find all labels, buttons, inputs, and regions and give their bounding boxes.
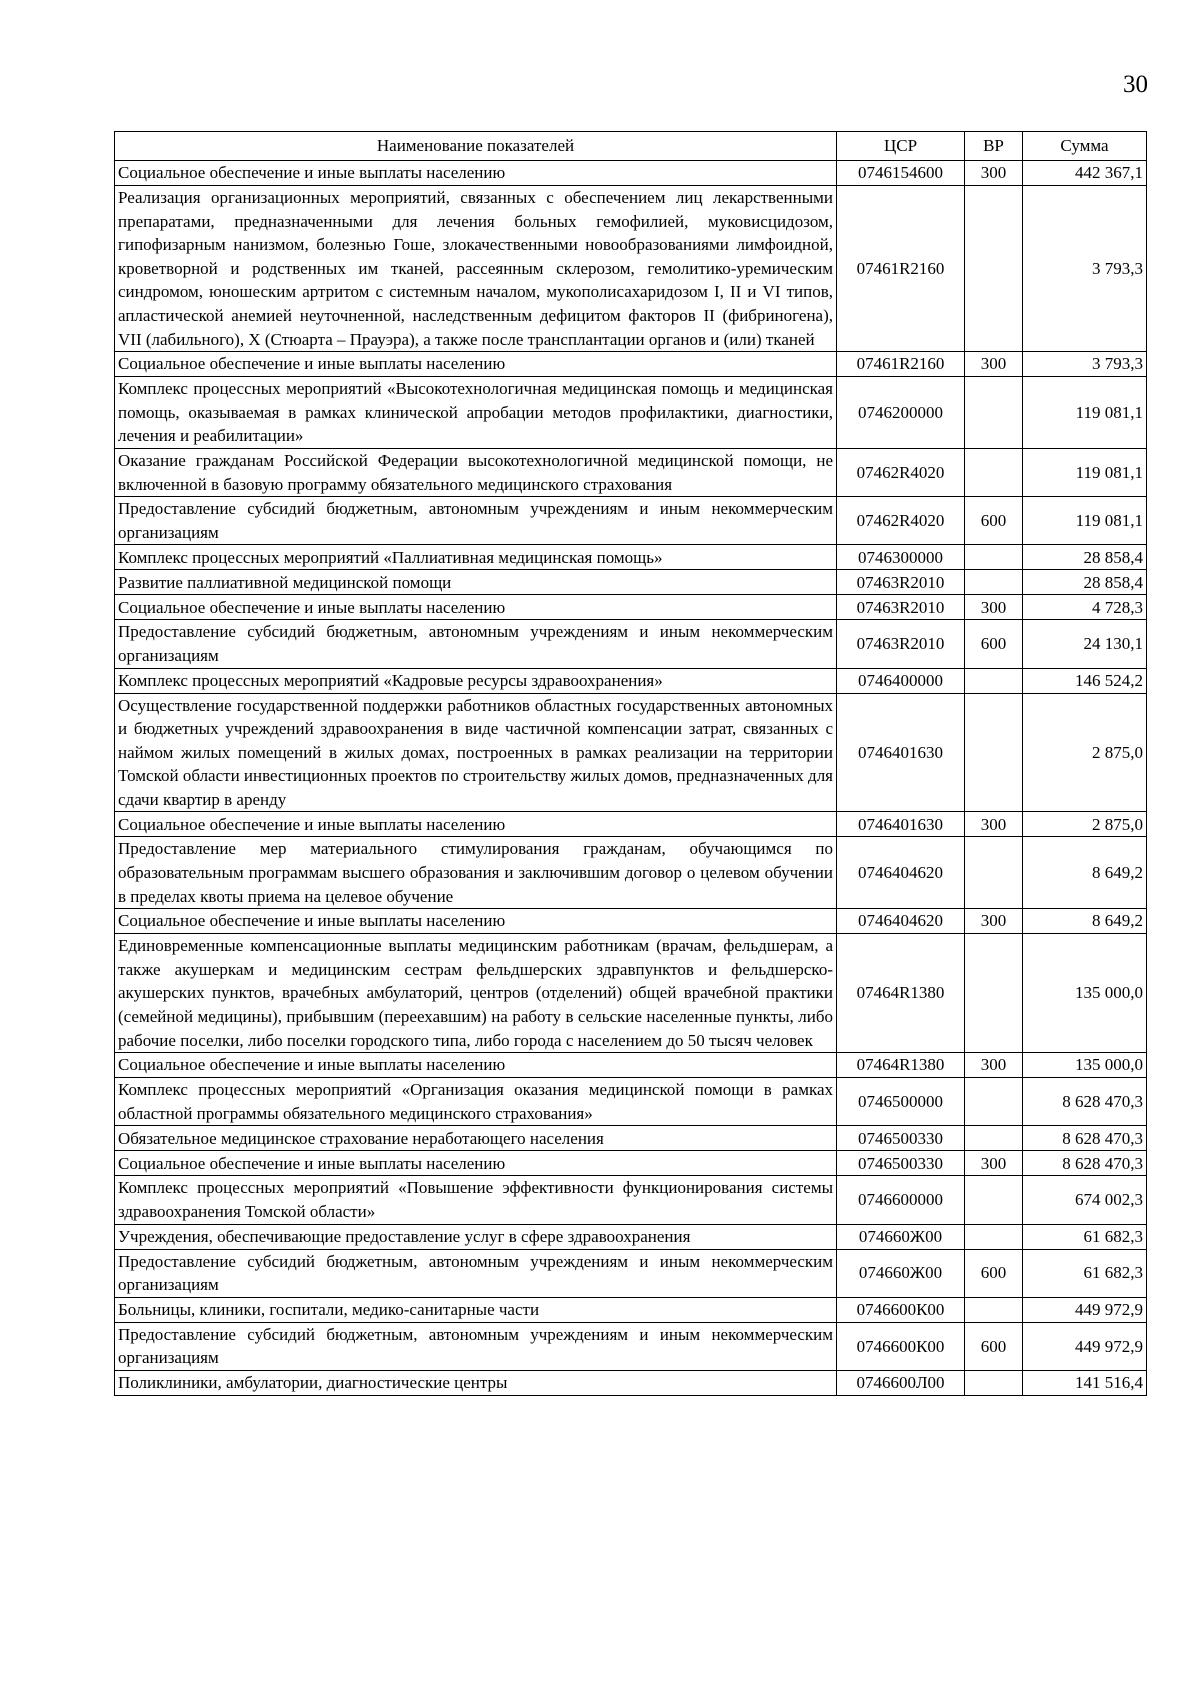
row-name-cell: Предоставление субсидий бюджетным, автономным учреждениям и иным некоммерческим организациям [115, 1249, 837, 1297]
table-row [115, 1224, 1147, 1249]
row-sum-cell: 135 000,0 [1023, 934, 1147, 1053]
row-vr-cell [965, 570, 1023, 595]
row-sum-cell: 146 524,2 [1023, 668, 1147, 693]
row-sum-cell: 61 682,3 [1023, 1249, 1147, 1297]
row-sum-cell: 3 793,3 [1023, 352, 1147, 377]
table-row [115, 1126, 1147, 1151]
row-name-cell: Реализация организационных мероприятий, связанных с обеспечением лиц лекарственными препаратами, предназначенными для лечения больных гемофилией, муковисцидозом, гипофизарным нанизмом, болезнью Гоше, злокачественными новообразованиями лимфоидной, кроветворной и родственных им тканей, рассеянным склерозом, гемолитико-уремическим синдромом, юношеским артритом с системным началом, мукополисахаридозом I, II и VI типов, апластической анемией неуточненной, наследственным дефицитом факторов II (фибриногена), VII (лабильного), X (Стюарта – Прауэра), а также после трансплантации органов и (или) тканей [115, 186, 837, 352]
table-row [115, 545, 1147, 570]
row-sum-cell: 24 130,1 [1023, 620, 1147, 668]
row-name-cell: Комплекс процессных мероприятий «Кадровые ресурсы здравоохранения» [115, 668, 837, 693]
table-header-row [115, 132, 1147, 161]
row-vr-cell: 300 [965, 352, 1023, 377]
row-vr-cell [965, 545, 1023, 570]
row-csr-cell: 07462R4020 [837, 497, 965, 545]
row-sum-cell: 449 972,9 [1023, 1322, 1147, 1370]
table-row [115, 909, 1147, 934]
row-vr-cell: 300 [965, 812, 1023, 837]
row-csr-cell: 0746300000 [837, 545, 965, 570]
row-name-cell: Предоставление субсидий бюджетным, автономным учреждениям и иным некоммерческим организациям [115, 620, 837, 668]
row-csr-cell: 0746600Л00 [837, 1370, 965, 1395]
row-name-cell: Предоставление субсидий бюджетным, автономным учреждениям и иным некоммерческим организациям [115, 497, 837, 545]
row-sum-cell: 442 367,1 [1023, 161, 1147, 186]
row-vr-cell: 300 [965, 161, 1023, 186]
row-csr-cell: 0746500000 [837, 1078, 965, 1126]
row-csr-cell: 07461R2160 [837, 186, 965, 352]
table-row [115, 352, 1147, 377]
row-csr-cell: 07463R2010 [837, 620, 965, 668]
row-sum-cell: 119 081,1 [1023, 448, 1147, 496]
row-vr-cell: 600 [965, 497, 1023, 545]
row-vr-cell [965, 668, 1023, 693]
header-name: Наименование показателей [115, 132, 837, 161]
row-vr-cell [965, 448, 1023, 496]
row-name-cell: Поликлиники, амбулатории, диагностические центры [115, 1370, 837, 1395]
row-csr-cell: 0746500330 [837, 1126, 965, 1151]
row-sum-cell: 449 972,9 [1023, 1297, 1147, 1322]
row-csr-cell: 07461R2160 [837, 352, 965, 377]
row-sum-cell: 2 875,0 [1023, 812, 1147, 837]
row-name-cell: Комплекс процессных мероприятий «Высокотехнологичная медицинская помощь и медицинская помощь, оказываемая в рамках клинической апробации методов профилактики, диагностики, лечения и реабилитации» [115, 377, 837, 449]
table-row [115, 497, 1147, 545]
row-name-cell: Социальное обеспечение и иные выплаты населению [115, 1151, 837, 1176]
row-csr-cell: 0746200000 [837, 377, 965, 449]
table-row [115, 1322, 1147, 1370]
row-vr-cell: 600 [965, 620, 1023, 668]
row-csr-cell: 0746404620 [837, 909, 965, 934]
row-vr-cell: 600 [965, 1322, 1023, 1370]
table-row [115, 1249, 1147, 1297]
table-row [115, 186, 1147, 352]
row-name-cell: Больницы, клиники, госпитали, медико-санитарные части [115, 1297, 837, 1322]
row-csr-cell: 0746600К00 [837, 1322, 965, 1370]
row-sum-cell: 141 516,4 [1023, 1370, 1147, 1395]
row-vr-cell [965, 1078, 1023, 1126]
row-sum-cell: 2 875,0 [1023, 693, 1147, 812]
table-row [115, 620, 1147, 668]
table-row [115, 570, 1147, 595]
row-name-cell: Развитие паллиативной медицинской помощи [115, 570, 837, 595]
table-row [115, 377, 1147, 449]
row-name-cell: Единовременные компенсационные выплаты медицинским работникам (врачам, фельдшерам, а также акушеркам и медицинским сестрам фельдшерских здравпунктов и фельдшерско-акушерских пунктов, врачебных амбулаторий, центров (отделений) общей врачебной практики (семейной медицины), прибывшим (переехавшим) на работу в сельские населенные пункты, либо рабочие поселки, либо поселки городского типа, либо города с населением до 50 тысяч человек [115, 934, 837, 1053]
row-name-cell: Социальное обеспечение и иные выплаты населению [115, 595, 837, 620]
row-vr-cell: 300 [965, 909, 1023, 934]
table-row [115, 668, 1147, 693]
table-row [115, 1297, 1147, 1322]
row-csr-cell: 07464R1380 [837, 1053, 965, 1078]
row-vr-cell [965, 1176, 1023, 1224]
table-row [115, 1370, 1147, 1395]
table-row [115, 693, 1147, 812]
table-row [115, 1176, 1147, 1224]
row-sum-cell: 61 682,3 [1023, 1224, 1147, 1249]
row-vr-cell [965, 934, 1023, 1053]
row-vr-cell [965, 377, 1023, 449]
row-sum-cell: 674 002,3 [1023, 1176, 1147, 1224]
row-csr-cell: 0746401630 [837, 693, 965, 812]
row-csr-cell: 0746401630 [837, 812, 965, 837]
table-row [115, 161, 1147, 186]
row-name-cell: Предоставление мер материального стимулирования гражданам, обучающимся по образовательным программам высшего образования и заключившим договор о целевом обучении в пределах квоты приема на целевое обучение [115, 837, 837, 909]
row-vr-cell [965, 837, 1023, 909]
row-name-cell: Оказание гражданам Российской Федерации высокотехнологичной медицинской помощи, не включенной в базовую программу обязательного медицинского страхования [115, 448, 837, 496]
row-name-cell: Социальное обеспечение и иные выплаты населению [115, 1053, 837, 1078]
table-row [115, 448, 1147, 496]
row-csr-cell: 074660Ж00 [837, 1249, 965, 1297]
table-row [115, 1053, 1147, 1078]
row-csr-cell: 0746404620 [837, 837, 965, 909]
table-row [115, 812, 1147, 837]
row-vr-cell: 300 [965, 1151, 1023, 1176]
header-csr: ЦСР [837, 132, 965, 161]
row-name-cell: Комплекс процессных мероприятий «Организация оказания медицинской помощи в рамках областной программы обязательного медицинского страхования» [115, 1078, 837, 1126]
row-sum-cell: 28 858,4 [1023, 570, 1147, 595]
table-row [115, 595, 1147, 620]
row-sum-cell: 8 649,2 [1023, 909, 1147, 934]
page-number: 30 [1123, 71, 1148, 98]
row-csr-cell: 074660Ж00 [837, 1224, 965, 1249]
row-vr-cell [965, 186, 1023, 352]
row-name-cell: Обязательное медицинское страхование неработающего населения [115, 1126, 837, 1151]
row-sum-cell: 8 628 470,3 [1023, 1078, 1147, 1126]
row-name-cell: Социальное обеспечение и иные выплаты населению [115, 812, 837, 837]
row-sum-cell: 119 081,1 [1023, 377, 1147, 449]
row-csr-cell: 07462R4020 [837, 448, 965, 496]
row-vr-cell [965, 1297, 1023, 1322]
row-csr-cell: 07463R2010 [837, 570, 965, 595]
row-csr-cell: 0746600000 [837, 1176, 965, 1224]
row-csr-cell: 07464R1380 [837, 934, 965, 1053]
table-body [115, 161, 1147, 1396]
row-sum-cell: 135 000,0 [1023, 1053, 1147, 1078]
row-name-cell: Предоставление субсидий бюджетным, автономным учреждениям и иным некоммерческим организациям [115, 1322, 837, 1370]
header-vr: ВР [965, 132, 1023, 161]
header-sum: Сумма [1023, 132, 1147, 161]
row-name-cell: Социальное обеспечение и иные выплаты населению [115, 909, 837, 934]
row-name-cell: Комплекс процессных мероприятий «Повышение эффективности функционирования системы здравоохранения Томской области» [115, 1176, 837, 1224]
table-row [115, 934, 1147, 1053]
row-vr-cell [965, 693, 1023, 812]
row-name-cell: Комплекс процессных мероприятий «Паллиативная медицинская помощь» [115, 545, 837, 570]
row-sum-cell: 8 628 470,3 [1023, 1126, 1147, 1151]
row-name-cell: Учреждения, обеспечивающие предоставление услуг в сфере здравоохранения [115, 1224, 837, 1249]
row-csr-cell: 0746500330 [837, 1151, 965, 1176]
row-sum-cell: 8 628 470,3 [1023, 1151, 1147, 1176]
row-name-cell: Социальное обеспечение и иные выплаты населению [115, 352, 837, 377]
row-csr-cell: 0746400000 [837, 668, 965, 693]
row-sum-cell: 28 858,4 [1023, 545, 1147, 570]
row-vr-cell: 300 [965, 595, 1023, 620]
row-vr-cell: 300 [965, 1053, 1023, 1078]
row-name-cell: Социальное обеспечение и иные выплаты населению [115, 161, 837, 186]
row-csr-cell: 0746154600 [837, 161, 965, 186]
row-sum-cell: 8 649,2 [1023, 837, 1147, 909]
row-sum-cell: 4 728,3 [1023, 595, 1147, 620]
row-sum-cell: 119 081,1 [1023, 497, 1147, 545]
row-vr-cell [965, 1126, 1023, 1151]
row-csr-cell: 0746600К00 [837, 1297, 965, 1322]
table-row [115, 837, 1147, 909]
row-sum-cell: 3 793,3 [1023, 186, 1147, 352]
budget-table [114, 131, 1147, 1396]
row-vr-cell [965, 1224, 1023, 1249]
row-csr-cell: 07463R2010 [837, 595, 965, 620]
row-name-cell: Осуществление государственной поддержки работников областных государственных автономных и бюджетных учреждений здравоохранения в виде частичной компенсации затрат, связанных с наймом жилых помещений в жилых домах, построенных в рамках реализации на территории Томской области инвестиционных проектов по строительству жилых домов, предназначенных для сдачи квартир в аренду [115, 693, 837, 812]
row-vr-cell [965, 1370, 1023, 1395]
table-row [115, 1151, 1147, 1176]
row-vr-cell: 600 [965, 1249, 1023, 1297]
table-row [115, 1078, 1147, 1126]
